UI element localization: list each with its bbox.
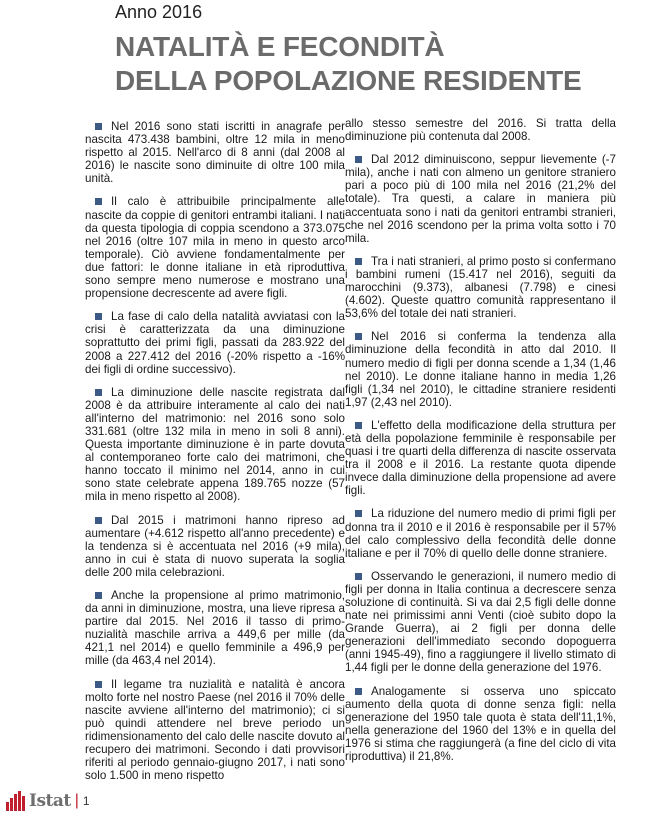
square-bullet-icon	[95, 313, 102, 320]
square-bullet-icon	[355, 422, 362, 429]
paragraph-text: Dal 2012 diminuiscono, seppur lievemente (-7 mila), anche i nati con almeno un genitore straniero pari a poco più di 100 mila nel 2016 (21,2% del totale). Tra questi, a calare in maniera più accentuata sono i nati da genitori entrambi stranieri, che nel 2016 scendono per la prima volta sotto i 70 mila.	[345, 153, 616, 245]
page-separator: |	[74, 792, 79, 809]
square-bullet-icon	[95, 681, 102, 688]
paragraph-continuation: allo stesso semestre del 2016. Si tratta della diminuzione più contenuta dal 2008.	[345, 117, 616, 144]
square-bullet-icon	[355, 333, 362, 340]
paragraph-text: Nel 2016 sono stati iscritti in anagrafe per nascita 473.438 bambini, oltre 12 mila in meno rispetto al 2015. Nell'arco di 8 anni (dal 2008 al 2016) le nascite sono diminuite di oltre 100 mila unità.	[85, 120, 345, 186]
paragraph-text: L'effetto della modificazione della struttura per età della popolazione femminile è responsabile per quasi i tre quarti della differenza di nascite osservata tra il 2008 e il 2016. La restante quota dipende invece dalla diminuzione della propensione ad avere figli.	[345, 418, 616, 498]
paragraph-text: Analogamente si osserva uno spiccato aumento della quota di donne senza figli: nella generazione del 1950 tale quota è stata dell'11,1%, nella generazione del 1960 del 13% e in quella del 1976 si stima che raggiungerà (a fine del ciclo di vita riproduttiva) il 21,8%.	[345, 684, 616, 764]
square-bullet-icon	[355, 156, 362, 163]
square-bullet-icon	[355, 573, 362, 580]
paragraph	[345, 419, 616, 498]
paragraph-text: Il legame tra nuzialità e natalità è ancora molto forte nel nostro Paese (nel 2016 il 70% delle nascite avviene all'interno del matrimonio); ci si può quindi attendere nel breve periodo un ridimensionamento del calo delle nascite dovuto al recupero dei matrimoni. Secondo i dati provvisori riferiti al periodo gennaio-giugno 2017, i nati sono solo 1.500 in meno rispetto	[85, 677, 345, 783]
left-column	[85, 120, 345, 792]
paragraph	[345, 507, 616, 559]
paragraph-text: Tra i nati stranieri, al primo posto si confermano i bambini rumeni (15.417 nel 2016), seguiti da marocchini (9.373), albanesi (7.798) e cinesi (4.602). Queste quattro comunità rappresentano il 53,6% del totale dei nati stranieri.	[345, 254, 616, 321]
page-title	[115, 30, 582, 98]
paragraph	[85, 678, 345, 783]
istat-logo-icon	[6, 791, 26, 811]
paragraph	[85, 514, 345, 579]
square-bullet-icon	[355, 510, 362, 517]
page-number: 1	[82, 794, 90, 808]
paragraph	[345, 570, 616, 675]
istat-logo-text: Istat	[29, 791, 71, 811]
title-line-1: NATALITÀ E FECONDITÀ	[115, 31, 445, 62]
square-bullet-icon	[95, 123, 102, 130]
paragraph-text: La fase di calo della natalità avviatasi con la crisi è caratterizzata da una diminuzione soprattutto dei primi figli, passati da 283.922 del 2008 a 227.412 del 2016 (-20% rispetto a -16% dei figli di ordine successivo).	[85, 310, 345, 376]
paragraph-text: La riduzione del numero medio di primi figli per donna tra il 2010 e il 2016 è responsabile per il 57% del calo complessivo della fecondità delle donne italiane e per il 70% di quello delle donne straniere.	[345, 507, 616, 560]
paragraph-text: Anche la propensione al primo matrimonio, da anni in diminuzione, mostra, una lieve ripresa a partire dal 2015. Nel 2016 il tasso di primo-nuzialità maschile arriva a 449,6 per mille (da 421,1 nel 2014) e quello femminile a 496,9 per mille (da 463,4 nel 2014).	[85, 589, 345, 668]
square-bullet-icon	[95, 389, 102, 396]
paragraph-text: La diminuzione delle nascite registrata dal 2008 è da attribuire interamente al calo dei nati all'interno del matrimonio: nel 2016 sono solo 331.681 (oltre 132 mila in meno in soli 8 anni). Questa importante diminuzione è in parte dovuta al contemporaneo forte calo dei matrimoni, che hanno toccato il minimo nel 2014, anno in cui sono state celebrate appena 189.765 nozze (57 mila in meno rispetto al 2008).	[85, 385, 345, 504]
paragraph-text: Il calo è attribuibile principalmente alle nascite da coppie di genitori entrambi italiani. I nati da questa tipologia di coppia scendono a 373.075 nel 2016 (oltre 107 mila in meno in questo arco temporale). Ciò avviene fondamentalmente per due fattori: le donne italiane in età riproduttiva sono sempre meno numerose e mostrano una propensione decrescente ad avere figli.	[85, 195, 345, 301]
square-bullet-icon	[355, 688, 362, 695]
title-line-2: DELLA POPOLAZIONE RESIDENTE	[115, 65, 582, 96]
paragraph-text: Nel 2016 si conferma la tendenza alla diminuzione della fecondità in atto dal 2010. Il numero medio di figli per donna scende a 1,34 (1,46 nel 2010). Le donne italiane hanno in media 1,26 figli (1,34 nel 2010), le cittadine straniere residenti 1,97 (2,43 nel 2010).	[345, 330, 616, 409]
paragraph	[85, 120, 345, 185]
paragraph	[345, 255, 616, 320]
paragraph-text: Dal 2015 i matrimoni hanno ripreso ad aumentare (+4.612 rispetto all'anno precedente) e la tendenza si è accentuata nel 2016 (+9 mila), anno in cui è stata di nuovo superata la soglia delle 200 mila celebrazioni.	[85, 513, 345, 579]
square-bullet-icon	[95, 517, 102, 524]
paragraph	[85, 386, 345, 504]
paragraph	[345, 330, 616, 409]
report-year: Anno 2016	[115, 2, 203, 22]
paragraph	[345, 685, 616, 764]
paragraph	[85, 310, 345, 375]
square-bullet-icon	[355, 258, 362, 265]
paragraph	[85, 589, 345, 668]
square-bullet-icon	[95, 198, 102, 205]
right-column	[345, 117, 616, 773]
square-bullet-icon	[95, 592, 102, 599]
paragraph-text: Osservando le generazioni, il numero medio di figli per donna in Italia continua a decrescere senza soluzione di continuità. Si va dai 2,5 figli delle donne nate nei primissimi anni Venti (cioè subito dopo la Grande Guerra), ai 2 figli per donna delle generazioni dell'immediato secondo dopoguerra (anni 1945-49), fino a raggiungere il livello stimato di 1,44 figli per le donne della generazione del 1976.	[345, 569, 616, 675]
paragraph	[345, 153, 616, 245]
page-footer	[6, 790, 90, 812]
paragraph	[85, 195, 345, 300]
